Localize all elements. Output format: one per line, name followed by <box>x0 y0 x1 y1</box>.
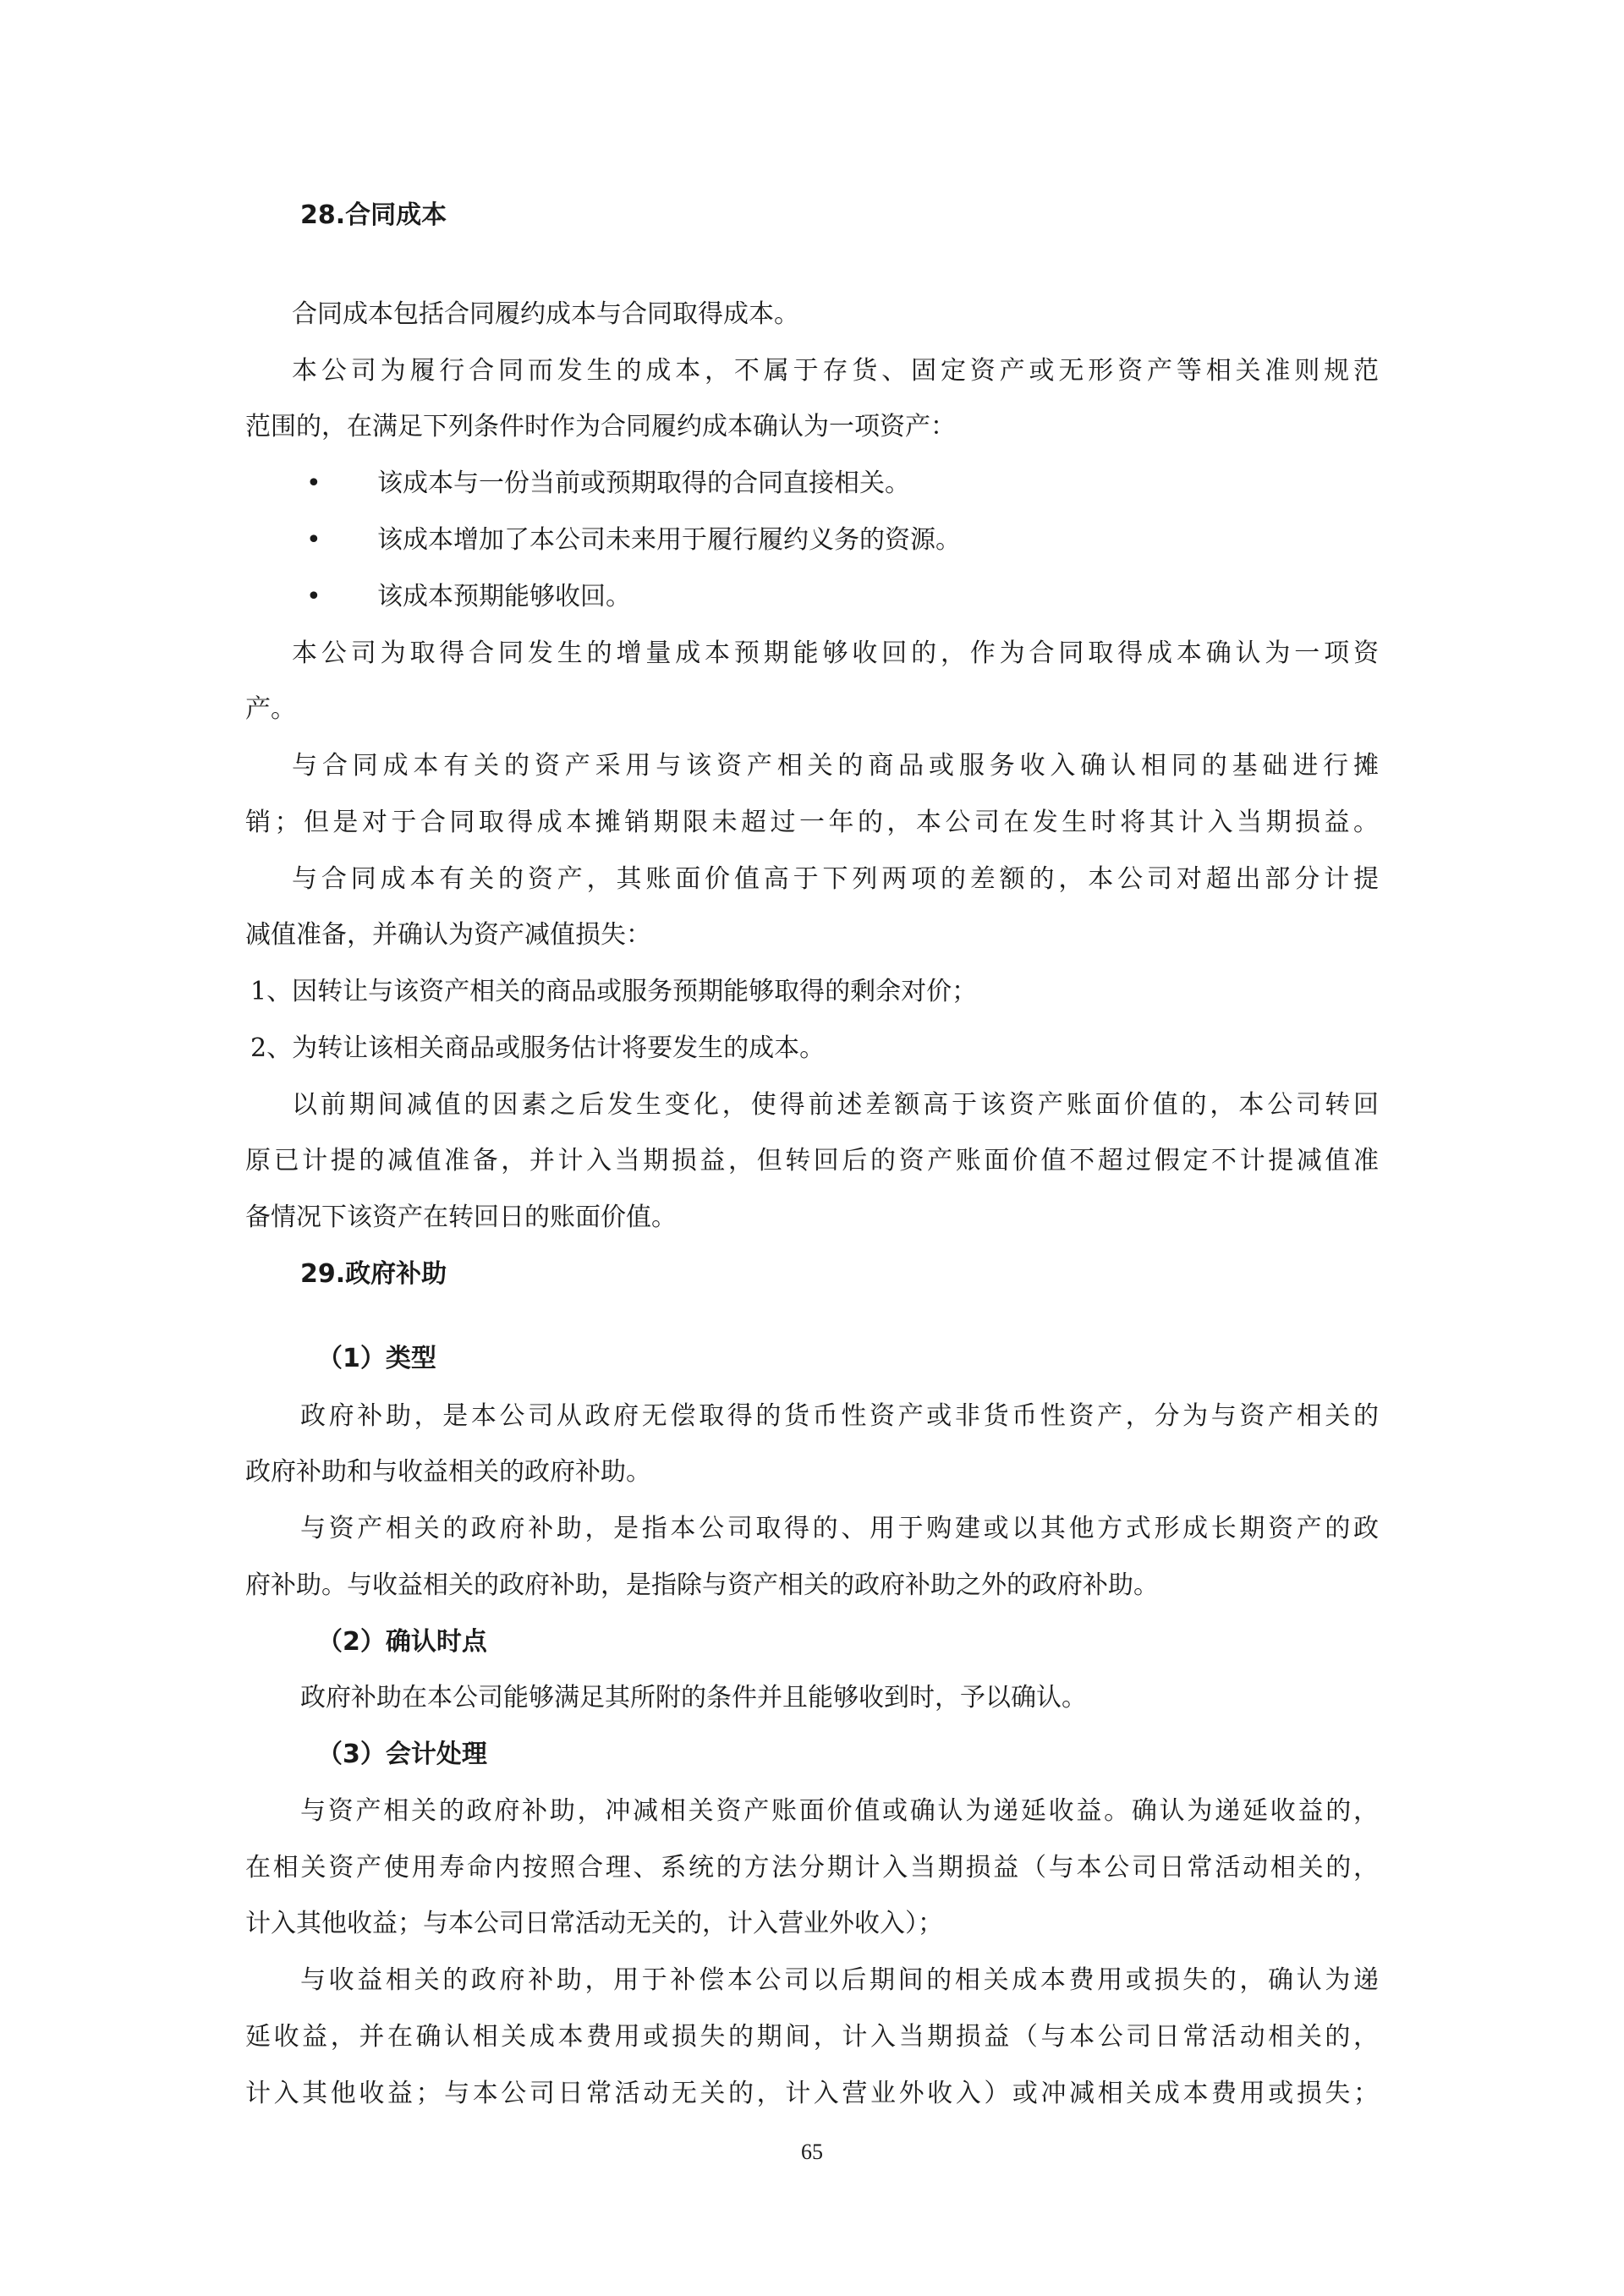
paragraph-line: 合同成本包括合同履约成本与合同取得成本。 <box>292 299 799 329</box>
paragraph-line: 原已计提的减值准备，并计入当期损益，但转回后的资产账面价值不超过假定不计提减值准 <box>245 1146 1379 1175</box>
paragraph-line: 与合同成本有关的资产采用与该资产相关的商品或服务收入确认相同的基础进行摊 <box>292 751 1379 781</box>
bullet-text: 该成本预期能够收回。 <box>377 582 631 611</box>
subsection-title-type: （1）类型 <box>317 1344 436 1373</box>
bullet-item <box>306 467 910 501</box>
subsection-title-accounting: （3）会计处理 <box>317 1740 487 1769</box>
paragraph-line: 以前期间减值的因素之后发生变化，使得前述差额高于该资产账面价值的，本公司转回 <box>292 1090 1379 1120</box>
paragraph-line: 计入其他收益；与本公司日常活动无关的，计入营业外收入）； <box>245 1909 943 1938</box>
bullet-mark: • <box>306 525 321 555</box>
bullet-item <box>306 523 961 557</box>
paragraph-line: 销；但是对于合同取得成本摊销期限未超过一年的，本公司在发生时将其计入当期损益。 <box>245 808 1379 837</box>
paragraph-line: 与收益相关的政府补助，用于补偿本公司以后期间的相关成本费用或损失的，确认为递 <box>300 1965 1379 1995</box>
bullet-mark: • <box>306 582 321 611</box>
paragraph-line: 在相关资产使用寿命内按照合理、系统的方法分期计入当期损益（与本公司日常活动相关的， <box>245 1853 1379 1882</box>
paragraph-line: 减值准备，并确认为资产减值损失： <box>245 920 651 950</box>
section-29-title: 29.政府补助 <box>300 1259 447 1289</box>
bullet-text: 该成本增加了本公司未来用于履行履约义务的资源。 <box>377 525 961 555</box>
paragraph-line: 与资产相关的政府补助，是指本公司取得的、用于购建或以其他方式形成长期资产的政 <box>300 1514 1379 1543</box>
paragraph-line: 计入其他收益；与本公司日常活动无关的，计入营业外收入）或冲减相关成本费用或损失； <box>245 2079 1379 2108</box>
page-number: 65 <box>801 2140 823 2164</box>
list-item-1: 1、因转让与该资产相关的商品或服务预期能够取得的剩余对价； <box>250 977 978 1006</box>
paragraph-line: 产。 <box>245 694 296 724</box>
paragraph-line: 本公司为履行合同而发生的成本，不属于存货、固定资产或无形资产等相关准则规范 <box>292 356 1379 386</box>
paragraph-line: 范围的，在满足下列条件时作为合同履约成本确认为一项资产： <box>245 412 956 441</box>
paragraph-line: 府补助。与收益相关的政府补助，是指除与资产相关的政府补助之外的政府补助。 <box>245 1570 1159 1600</box>
paragraph-line: 政府补助和与收益相关的政府补助。 <box>245 1457 651 1487</box>
list-item-2: 2、为转让该相关商品或服务估计将要发生的成本。 <box>250 1033 826 1063</box>
bullet-item <box>306 580 631 614</box>
bullet-text: 该成本与一份当前或预期取得的合同直接相关。 <box>377 469 910 498</box>
paragraph-line: 政府补助在本公司能够满足其所附的条件并且能够收到时，予以确认。 <box>300 1683 1087 1712</box>
paragraph-line: 政府补助，是本公司从政府无偿取得的货币性资产或非货币性资产，分为与资产相关的 <box>300 1401 1379 1431</box>
paragraph-line: 延收益，并在确认相关成本费用或损失的期间，计入当期损益（与本公司日常活动相关的， <box>245 2022 1379 2052</box>
bullet-mark: • <box>306 469 321 498</box>
paragraph-line: 本公司为取得合同发生的增量成本预期能够收回的，作为合同取得成本确认为一项资 <box>292 638 1379 668</box>
subsection-title-recognition: （2）确认时点 <box>317 1627 487 1657</box>
paragraph-line: 备情况下该资产在转回日的账面价值。 <box>245 1203 677 1232</box>
paragraph-line: 与合同成本有关的资产，其账面价值高于下列两项的差额的，本公司对超出部分计提 <box>292 864 1379 894</box>
section-28-title: 28.合同成本 <box>300 200 447 230</box>
paragraph-line: 与资产相关的政府补助，冲减相关资产账面价值或确认为递延收益。确认为递延收益的， <box>300 1796 1379 1826</box>
